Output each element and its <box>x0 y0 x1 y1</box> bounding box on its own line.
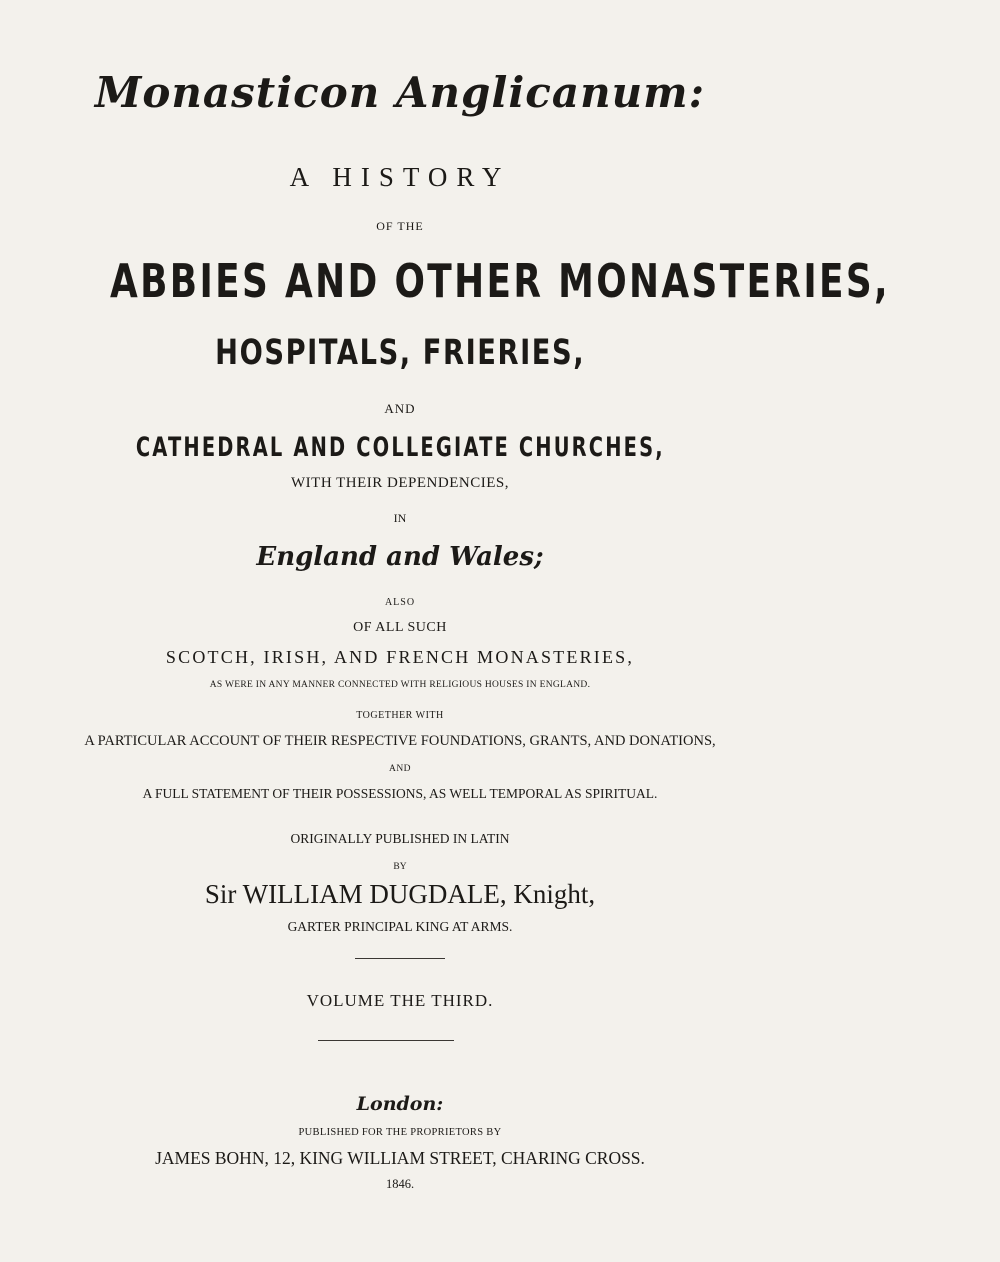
of-all-such-text: OF ALL SUCH <box>353 620 447 635</box>
dependencies-line: WITH THEIR DEPENDENCIES, <box>291 475 509 491</box>
main-title: Monasticon Anglicanum: <box>94 68 706 117</box>
divider-rule-2 <box>318 1040 454 1041</box>
imprint-city: London: <box>356 1093 444 1115</box>
hospitals-line-wrap <box>0 333 800 373</box>
in-text: IN <box>393 511 407 525</box>
author-line: Sir WILLIAM DUGDALE, Knight, <box>204 879 596 909</box>
author-title-line: GARTER PRINCIPAL KING AT ARMS. <box>287 919 513 934</box>
by-text: BY <box>393 862 407 872</box>
cathedral-line-wrap <box>0 434 800 461</box>
connected-line: AS WERE IN ANY MANNER CONNECTED WITH RELIGIOUS HOUSES IN ENGLAND. <box>209 680 591 690</box>
published-for-line: PUBLISHED FOR THE PROPRIETORS BY <box>298 1127 502 1138</box>
divider-rule-1 <box>355 958 445 959</box>
scotch-irish-french-line: SCOTCH, IRISH, AND FRENCH MONASTERIES, <box>165 647 635 667</box>
together-with-text: TOGETHER WITH <box>356 710 444 721</box>
abbies-line: ABBIES AND OTHER MONASTERIES, <box>110 254 891 308</box>
of-the-text: OF THE <box>376 219 424 233</box>
publisher-line: JAMES BOHN, 12, KING WILLIAM STREET, CHARING CROSS. <box>155 1148 645 1168</box>
subtitle: A HISTORY <box>289 162 511 192</box>
cathedral-line: CATHEDRAL AND COLLEGIATE CHURCHES, <box>135 432 665 463</box>
abbies-line-wrap <box>0 254 891 308</box>
originally-published-line: ORIGINALLY PUBLISHED IN LATIN <box>290 831 510 846</box>
year-text: 1846. <box>385 1177 415 1191</box>
hospitals-line: HOSPITALS, FRIERIES, <box>215 333 585 373</box>
particular-account-line: A PARTICULAR ACCOUNT OF THEIR RESPECTIVE FOUNDATIONS, GRANTS, AND DONATIONS, <box>84 733 716 749</box>
full-statement-line: A FULL STATEMENT OF THEIR POSSESSIONS, AS WELL TEMPORAL AS SPIRITUAL. <box>142 786 658 801</box>
and-text-2: AND <box>388 764 412 774</box>
also-text: ALSO <box>384 597 416 608</box>
volume-line: VOLUME THE THIRD. <box>306 991 494 1010</box>
england-wales-line: England and Wales; <box>256 542 544 572</box>
and-text-1: AND <box>384 401 416 416</box>
